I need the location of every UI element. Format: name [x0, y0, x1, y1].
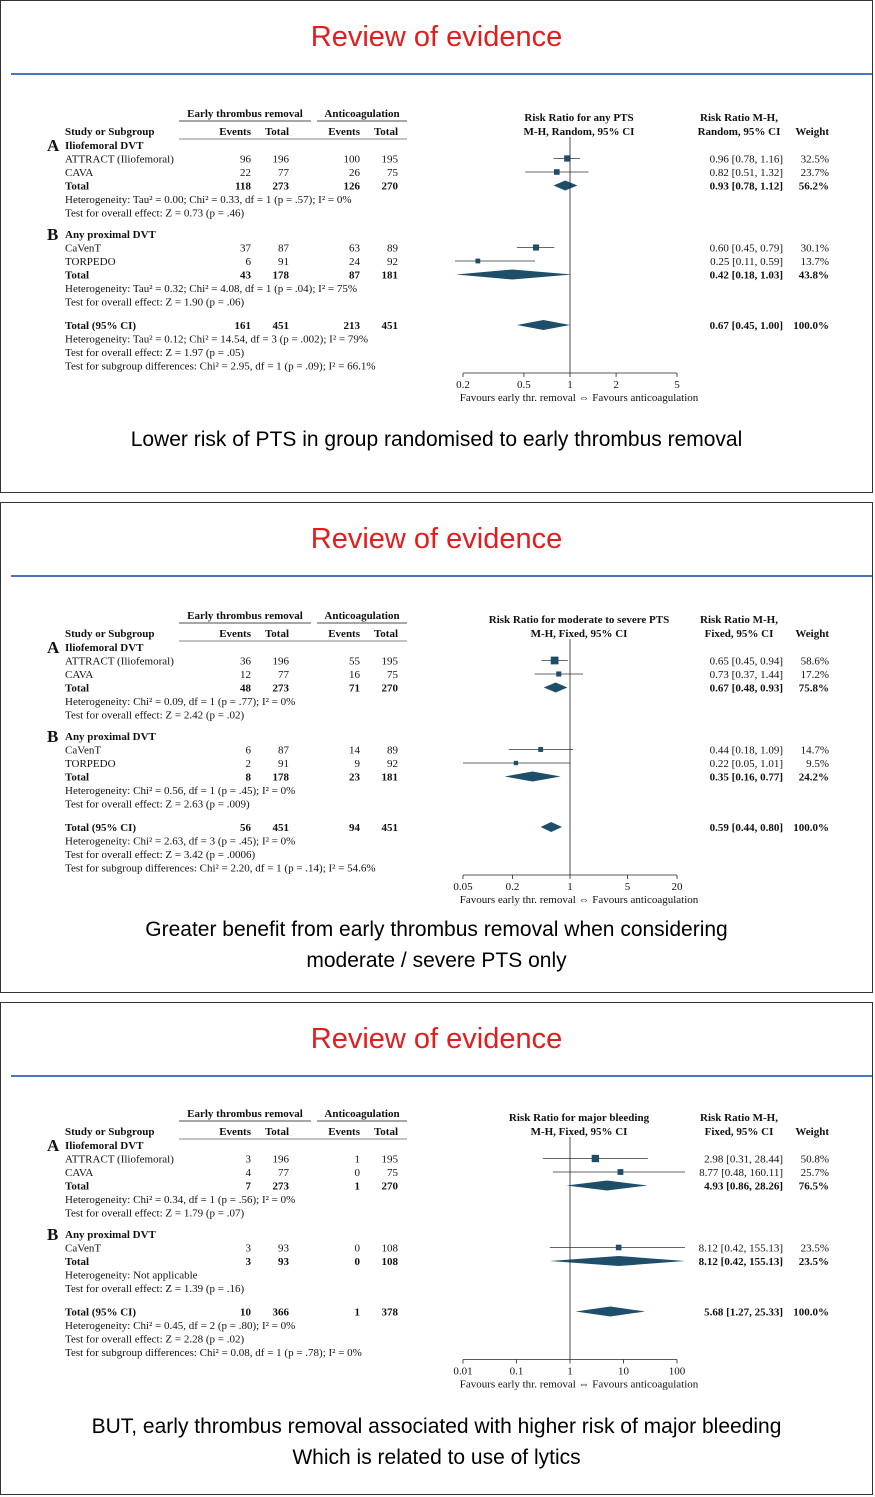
events-column-header: Events: [328, 126, 360, 138]
subtotal-risk-ratio: 0.35 [0.16, 0.77]: [709, 771, 783, 784]
study-name: ATTRACT (Iliofemoral): [65, 655, 174, 668]
plot-subtitle: M-H, Fixed, 95% CI: [530, 1126, 628, 1138]
overall-events-2: 1: [354, 1306, 360, 1319]
subgroup-letter: B: [47, 225, 59, 244]
overall-risk-ratio: 5.68 [1.27, 25.33]: [704, 1306, 783, 1319]
point-estimate-square: [618, 1169, 624, 1175]
caption-line: moderate / severe PTS only: [306, 949, 567, 972]
plot-subtitle: M-H, Fixed, 95% CI: [530, 628, 628, 640]
weight-column-header: Weight: [795, 628, 829, 640]
study-events-2: 26: [349, 167, 360, 179]
study-name: TORPEDO: [65, 256, 116, 268]
point-estimate-square: [514, 761, 518, 765]
study-weight: 30.1%: [800, 242, 829, 255]
caption-line: BUT, early thrombus removal associated with higher risk of major bleeding: [91, 1415, 782, 1438]
group1-header: Early thrombus removal: [187, 108, 303, 120]
subgroup-note: Test for overall effect: Z = 1.79 (p = .07): [65, 1207, 245, 1220]
subgroup-note: Heterogeneity: Tau² = 0.00; Chi² = 0.33, df = 1 (p = .57); I² = 0%: [65, 194, 352, 206]
favours-label: Favours early thr. removal ⇔ Favours anticoagulation: [459, 894, 699, 906]
study-events-2: 1: [354, 1153, 360, 1166]
study-weight: 9.5%: [806, 758, 829, 770]
weight-column-header: Weight: [795, 1126, 829, 1138]
study-total-2: 75: [387, 167, 398, 179]
study-column-header: Study or Subgroup: [65, 628, 155, 640]
study-total-2: 195: [381, 153, 398, 166]
pooled-estimate-diamond: [566, 1181, 647, 1191]
subtotal-risk-ratio: 4.93 [0.86, 28.26]: [704, 1180, 783, 1193]
overall-name: Total (95% CI): [65, 320, 137, 332]
slide-caption: [1, 1411, 872, 1473]
subtotal-name: Total: [65, 1256, 90, 1268]
study-risk-ratio: 0.82 [0.51, 1.32]: [709, 167, 783, 179]
subtotal-weight: 24.2%: [798, 771, 829, 784]
x-tick-label: 0.01: [453, 1365, 473, 1378]
overall-note: Heterogeneity: Chi² = 2.63, df = 3 (p = .45); I² = 0%: [65, 835, 296, 848]
study-events-2: 55: [349, 655, 360, 668]
study-name: CAVA: [65, 167, 94, 179]
study-events-1: 2: [245, 758, 251, 770]
subtotal-events-2: 23: [349, 771, 360, 784]
point-estimate-square: [592, 1155, 599, 1162]
subtotal-total-2: 108: [381, 1256, 398, 1268]
events-column-header: Events: [328, 628, 360, 640]
overall-total-1: 451: [272, 320, 289, 332]
study-events-1: 4: [245, 1167, 251, 1179]
subtotal-total-2: 270: [381, 682, 398, 695]
total-column-header: Total: [264, 126, 289, 138]
study-total-1: 87: [278, 744, 289, 757]
x-tick-label: 0.1: [509, 1365, 524, 1378]
subtotal-weight: 76.5%: [798, 1180, 829, 1193]
favours-label: Favours early thr. removal ⇔ Favours anticoagulation: [459, 1378, 699, 1391]
x-tick-label: 1: [567, 1365, 573, 1378]
weight-column-header: Weight: [795, 126, 829, 138]
subtotal-total-1: 93: [278, 1256, 289, 1268]
subgroup-letter: B: [47, 1225, 59, 1244]
subtotal-events-1: 118: [235, 180, 251, 193]
x-tick-label: 0.2: [505, 881, 520, 893]
rr-column-header: Random, 95% CI: [697, 126, 781, 138]
rr-column-header: Risk Ratio M-H,: [700, 112, 778, 124]
slide-caption: [1, 424, 872, 455]
overall-events-1: 10: [240, 1306, 251, 1319]
overall-name: Total (95% CI): [65, 1306, 137, 1319]
study-column-header: Study or Subgroup: [65, 1126, 155, 1138]
slide-title: Review of evidence: [310, 21, 563, 53]
study-risk-ratio: 0.22 [0.05, 1.01]: [709, 758, 783, 770]
group2-header: Anticoagulation: [324, 108, 400, 120]
overall-total-1: 451: [272, 822, 289, 834]
point-estimate-square: [554, 169, 560, 175]
overall-events-1: 56: [240, 822, 251, 834]
x-tick-label: 10: [618, 1365, 629, 1378]
study-weight: 50.8%: [800, 1153, 829, 1166]
group1-header: Early thrombus removal: [187, 610, 303, 622]
subgroup-note: Heterogeneity: Chi² = 0.34, df = 1 (p = .56); I² = 0%: [65, 1194, 296, 1206]
total-column-header: Total: [264, 1126, 289, 1138]
subgroup-letter: B: [47, 727, 59, 746]
study-weight: 17.2%: [800, 669, 829, 681]
study-name: CAVA: [65, 1167, 94, 1179]
overall-weight: 100.0%: [793, 320, 829, 332]
subgroup-note: Test for overall effect: Z = 2.63 (p = .009): [65, 798, 250, 811]
total-column-header: Total: [373, 126, 398, 138]
subtotal-events-2: 71: [349, 682, 360, 695]
subtotal-total-1: 178: [272, 269, 289, 282]
subtotal-risk-ratio: 0.93 [0.78, 1.12]: [709, 180, 783, 193]
overall-events-2: 94: [349, 822, 360, 834]
overall-note: Test for overall effect: Z = 1.97 (p = .05): [65, 347, 245, 359]
study-risk-ratio: 8.77 [0.48, 160.11]: [699, 1167, 783, 1179]
x-tick-label: 0.5: [517, 379, 531, 391]
subtotal-events-1: 3: [245, 1256, 251, 1268]
subtotal-weight: 56.2%: [798, 180, 829, 193]
study-risk-ratio: 0.96 [0.78, 1.16]: [709, 153, 783, 166]
study-name: ATTRACT (Iliofemoral): [65, 153, 174, 166]
subtotal-weight: 75.8%: [798, 682, 829, 695]
study-total-1: 77: [278, 167, 289, 179]
overall-events-2: 213: [343, 320, 360, 332]
study-events-2: 16: [349, 669, 360, 681]
events-column-header: Events: [328, 1126, 360, 1138]
study-risk-ratio: 0.65 [0.45, 0.94]: [709, 655, 783, 668]
overall-total-1: 366: [272, 1306, 289, 1319]
group1-header: Early thrombus removal: [187, 1108, 303, 1120]
study-events-1: 3: [245, 1242, 251, 1255]
rr-column-header: Risk Ratio M-H,: [700, 1112, 778, 1124]
study-total-1: 77: [278, 1167, 289, 1179]
pooled-estimate-diamond: [553, 181, 577, 191]
overall-risk-ratio: 0.59 [0.44, 0.80]: [709, 822, 783, 834]
subtotal-total-2: 181: [381, 771, 398, 784]
subtotal-events-1: 8: [245, 771, 251, 784]
forest-plot-major-bleeding: [1, 1003, 872, 1400]
study-events-2: 14: [349, 744, 360, 757]
overall-total-2: 451: [381, 822, 398, 834]
overall-note: Test for subgroup differences: Chi² = 2.20, df = 1 (p = .14); I² = 54.6%: [65, 862, 376, 875]
study-name: CaVenT: [65, 242, 102, 255]
slide-any-pts: [0, 0, 873, 493]
study-events-2: 9: [354, 758, 360, 770]
study-events-1: 36: [240, 655, 251, 668]
overall-note: Test for subgroup differences: Chi² = 2.95, df = 1 (p = .09); I² = 66.1%: [65, 360, 376, 373]
x-tick-label: 2: [613, 379, 619, 391]
forest-plot-moderate-severe-pts: [1, 503, 872, 915]
study-risk-ratio: 2.98 [0.31, 28.44]: [704, 1153, 783, 1166]
study-name: CAVA: [65, 669, 94, 681]
study-events-1: 6: [245, 744, 251, 757]
x-tick-label: 1: [567, 379, 573, 391]
study-total-2: 75: [387, 1167, 398, 1179]
subtotal-events-2: 1: [354, 1180, 360, 1193]
overall-note: Heterogeneity: Chi² = 0.45, df = 2 (p = .80); I² = 0%: [65, 1320, 296, 1332]
study-total-2: 108: [381, 1242, 398, 1255]
study-total-2: 89: [387, 744, 398, 757]
caption-line: Greater benefit from early thrombus removal when considering: [145, 918, 728, 941]
subgroup-letter: A: [47, 638, 60, 657]
plot-title: Risk Ratio for major bleeding: [508, 1112, 650, 1124]
study-name: CaVenT: [65, 1242, 102, 1255]
point-estimate-square: [551, 657, 559, 665]
study-total-2: 92: [387, 758, 398, 770]
slide-major-bleeding: [0, 1002, 873, 1495]
point-estimate-square: [533, 244, 539, 250]
overall-note: Test for overall effect: Z = 3.42 (p = .0006): [65, 849, 256, 861]
subtotal-events-1: 43: [240, 269, 251, 282]
study-events-1: 37: [240, 242, 251, 255]
subgroup-letter: A: [47, 1136, 60, 1155]
study-total-2: 195: [381, 655, 398, 668]
study-events-1: 12: [240, 669, 251, 681]
study-events-2: 63: [349, 242, 360, 255]
forest-plot-any-pts: [1, 1, 872, 413]
study-weight: 14.7%: [800, 744, 829, 757]
plot-title: Risk Ratio for any PTS: [524, 112, 634, 124]
subtotal-risk-ratio: 0.67 [0.48, 0.93]: [709, 682, 783, 695]
study-weight: 13.7%: [800, 256, 829, 268]
point-estimate-square: [616, 1245, 622, 1251]
study-total-1: 196: [272, 153, 289, 166]
pooled-estimate-diamond: [517, 320, 570, 330]
study-total-1: 93: [278, 1242, 289, 1255]
study-risk-ratio: 0.44 [0.18, 1.09]: [709, 744, 783, 757]
subgroup-note: Test for overall effect: Z = 1.90 (p = .06): [65, 296, 245, 309]
plot-title: Risk Ratio for moderate to severe PTS: [488, 614, 670, 626]
total-column-header: Total: [373, 1126, 398, 1138]
x-tick-label: 20: [671, 881, 683, 893]
subgroup-name: Iliofemoral DVT: [65, 1140, 144, 1152]
study-events-2: 0: [354, 1167, 360, 1179]
study-weight: 23.7%: [800, 167, 829, 179]
slide-title: Review of evidence: [310, 523, 563, 555]
x-tick-label: 0.05: [453, 881, 473, 893]
overall-note: Test for overall effect: Z = 2.28 (p = .02): [65, 1333, 245, 1346]
study-total-1: 196: [272, 655, 289, 668]
study-total-1: 87: [278, 242, 289, 255]
study-total-1: 196: [272, 1153, 289, 1166]
subgroup-note: Heterogeneity: Tau² = 0.32; Chi² = 4.08, df = 1 (p = .04); I² = 75%: [65, 283, 357, 295]
rr-column-header: Risk Ratio M-H,: [700, 614, 778, 626]
favours-label: Favours early thr. removal ⇔ Favours anticoagulation: [459, 392, 699, 404]
rr-column-header: Fixed, 95% CI: [704, 1126, 774, 1138]
subtotal-risk-ratio: 8.12 [0.42, 155.13]: [698, 1256, 783, 1268]
pooled-estimate-diamond: [541, 822, 562, 832]
subgroup-note: Heterogeneity: Chi² = 0.09, df = 1 (p = .77); I² = 0%: [65, 696, 296, 708]
overall-risk-ratio: 0.67 [0.45, 1.00]: [709, 320, 783, 332]
subtotal-total-1: 273: [272, 1180, 289, 1193]
subgroup-name: Iliofemoral DVT: [65, 140, 144, 152]
total-column-header: Total: [373, 628, 398, 640]
subtotal-name: Total: [65, 771, 90, 784]
subgroup-name: Iliofemoral DVT: [65, 642, 144, 654]
study-weight: 25.7%: [800, 1167, 829, 1179]
subtotal-events-1: 48: [240, 682, 251, 695]
subgroup-note: Test for overall effect: Z = 1.39 (p = .16): [65, 1283, 245, 1295]
study-total-2: 75: [387, 669, 398, 681]
overall-total-2: 451: [381, 320, 398, 332]
pooled-estimate-diamond: [544, 683, 568, 693]
study-events-1: 96: [240, 153, 251, 166]
study-total-2: 89: [387, 242, 398, 255]
x-tick-label: 5: [624, 881, 631, 893]
x-tick-label: 1: [567, 881, 573, 893]
caption-line: Lower risk of PTS in group randomised to early thrombus removal: [130, 428, 743, 451]
events-column-header: Events: [219, 1126, 251, 1138]
subtotal-total-1: 273: [272, 682, 289, 695]
group2-header: Anticoagulation: [324, 1108, 400, 1120]
study-risk-ratio: 8.12 [0.42, 155.13]: [698, 1242, 783, 1255]
subtotal-name: Total: [65, 682, 90, 695]
pooled-estimate-diamond: [505, 772, 561, 782]
point-estimate-square: [564, 155, 570, 161]
slide-caption: [1, 914, 872, 976]
study-total-1: 77: [278, 669, 289, 681]
slide-moderate-severe-pts: [0, 502, 873, 993]
overall-weight: 100.0%: [793, 1306, 829, 1319]
x-tick-label: 5: [674, 379, 680, 391]
overall-total-2: 378: [381, 1306, 398, 1319]
study-events-1: 3: [245, 1153, 251, 1166]
study-risk-ratio: 0.73 [0.37, 1.44]: [709, 669, 783, 681]
subtotal-total-1: 178: [272, 771, 289, 784]
subgroup-name: Any proximal DVT: [65, 731, 156, 743]
subtotal-events-2: 126: [343, 180, 360, 193]
subtotal-name: Total: [65, 180, 90, 193]
subtotal-total-2: 270: [381, 180, 398, 193]
study-events-1: 22: [240, 167, 251, 179]
subtotal-events-2: 87: [349, 269, 360, 282]
study-risk-ratio: 0.25 [0.11, 0.59]: [710, 256, 783, 268]
subtotal-events-2: 0: [354, 1256, 360, 1268]
subtotal-total-2: 270: [381, 1180, 398, 1193]
subtotal-events-1: 7: [245, 1180, 251, 1193]
study-name: TORPEDO: [65, 758, 116, 770]
subgroup-name: Any proximal DVT: [65, 1229, 156, 1241]
study-name: ATTRACT (Iliofemoral): [65, 1153, 174, 1166]
subgroup-note: Test for overall effect: Z = 0.73 (p = .46): [65, 207, 245, 220]
group2-header: Anticoagulation: [324, 610, 400, 622]
study-risk-ratio: 0.60 [0.45, 0.79]: [709, 242, 783, 255]
study-events-1: 6: [245, 256, 251, 268]
overall-events-1: 161: [234, 320, 251, 332]
study-events-2: 24: [349, 256, 360, 268]
x-tick-label: 0.2: [456, 379, 470, 391]
plot-subtitle: M-H, Random, 95% CI: [523, 126, 635, 138]
study-column-header: Study or Subgroup: [65, 126, 155, 138]
study-total-2: 195: [381, 1153, 398, 1166]
subtotal-name: Total: [65, 1180, 90, 1193]
subtotal-total-1: 273: [272, 180, 289, 193]
overall-name: Total (95% CI): [65, 822, 137, 834]
subgroup-note: Heterogeneity: Chi² = 0.56, df = 1 (p = .45); I² = 0%: [65, 785, 296, 797]
study-events-2: 100: [343, 153, 360, 166]
study-total-2: 92: [387, 256, 398, 268]
caption-line: Which is related to use of lytics: [292, 1446, 581, 1469]
subgroup-letter: A: [47, 136, 60, 155]
study-total-1: 91: [278, 256, 289, 268]
study-total-1: 91: [278, 758, 289, 770]
overall-weight: 100.0%: [793, 822, 829, 834]
subtotal-total-2: 181: [381, 269, 398, 282]
pooled-estimate-diamond: [576, 1307, 646, 1317]
subgroup-note: Test for overall effect: Z = 2.42 (p = .02): [65, 709, 245, 722]
point-estimate-square: [556, 671, 561, 676]
events-column-header: Events: [219, 126, 251, 138]
point-estimate-square: [475, 259, 480, 264]
study-weight: 23.5%: [800, 1242, 829, 1255]
study-weight: 32.5%: [800, 153, 829, 166]
total-column-header: Total: [264, 628, 289, 640]
overall-note: Test for subgroup differences: Chi² = 0.08, df = 1 (p = .78); I² = 0%: [65, 1347, 362, 1359]
subgroup-name: Any proximal DVT: [65, 229, 156, 241]
rr-column-header: Fixed, 95% CI: [704, 628, 774, 640]
pooled-estimate-diamond: [456, 270, 572, 280]
subtotal-weight: 23.5%: [798, 1256, 829, 1268]
x-tick-label: 100: [668, 1365, 686, 1378]
study-weight: 58.6%: [800, 655, 829, 668]
slide-title: Review of evidence: [310, 1023, 563, 1055]
events-column-header: Events: [219, 628, 251, 640]
subgroup-note: Heterogeneity: Not applicable: [65, 1269, 198, 1282]
study-name: CaVenT: [65, 744, 102, 757]
subtotal-weight: 43.8%: [798, 269, 829, 282]
study-events-2: 0: [354, 1242, 360, 1255]
overall-note: Heterogeneity: Tau² = 0.12; Chi² = 14.54, df = 3 (p = .002); I² = 79%: [65, 333, 368, 346]
point-estimate-square: [538, 747, 543, 752]
subtotal-name: Total: [65, 269, 90, 282]
subtotal-risk-ratio: 0.42 [0.18, 1.03]: [709, 269, 783, 282]
